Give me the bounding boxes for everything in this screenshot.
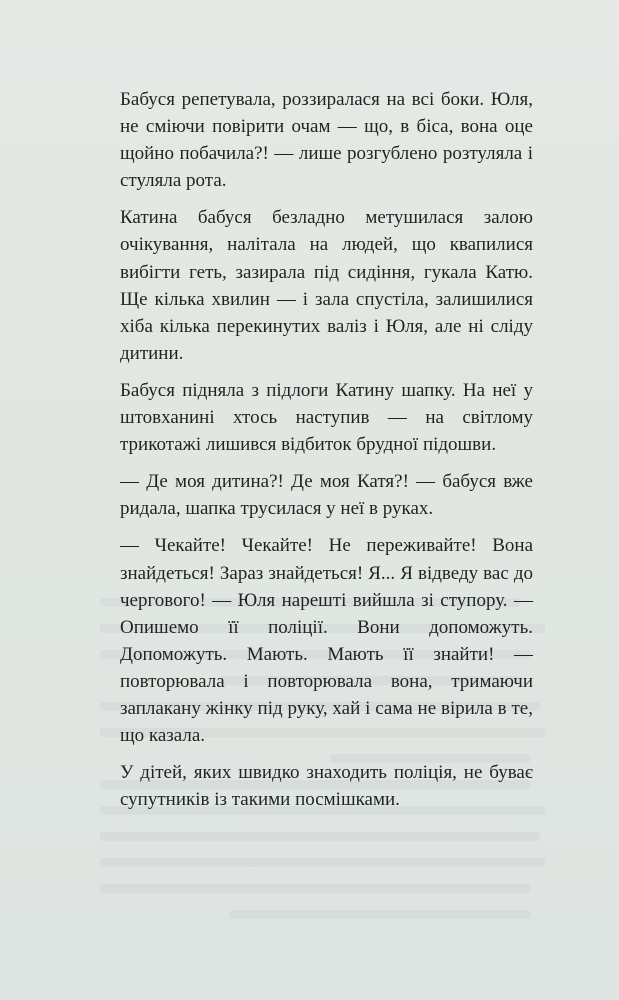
show-through-line <box>100 884 530 893</box>
paragraph-4: — Де моя дитина?! Де моя Катя?! — бабуся вже ридала, шапка трусилася у неї в руках. <box>120 471 533 520</box>
show-through-line <box>100 858 545 867</box>
show-through-line <box>100 832 540 841</box>
paragraph-1: Бабуся репетувала, роззиралася на всі боки. Юля, не сміючи повірити очам — що, в біса, вона оце щойно побачила?! — лише розгублено розтуляла і стуляла рота. <box>120 89 533 192</box>
paragraph-2: Катина бабуся безладно метушилася залою очікування, налітала на людей, що квапилися вибігти геть, зазирала під сидіння, гукала Катю. Ще кілька хвилин — і зала спустіла, залишилися хіба кілька перекинутих валіз і Юля, але ні сліду дитини. <box>120 207 533 364</box>
body-text <box>120 86 533 823</box>
show-through-line <box>230 910 530 919</box>
paragraph-6: У дітей, яких швидко знаходить поліція, не буває супутників із такими посмішками. <box>120 762 533 811</box>
paragraph-5: — Чекайте! Чекайте! Не переживайте! Вона знайдеться! Зараз знайдеться! Я... Я відведу вас до чергового! — Юля нарешті вийшла зі ступору. — Опишемо її поліції. Вони допоможуть. Допоможуть. Мають. Мають її знайти! — повторювала і повторювала вона, тримаючи заплакану жінку під руку, хай і сама не вірила в те, що казала. <box>120 535 533 747</box>
paragraph-3: Бабуся підняла з підлоги Катину шапку. На неї у штовханині хтось наступив — на світлому трикотажі лишився відбиток брудної підошви. <box>120 379 533 456</box>
